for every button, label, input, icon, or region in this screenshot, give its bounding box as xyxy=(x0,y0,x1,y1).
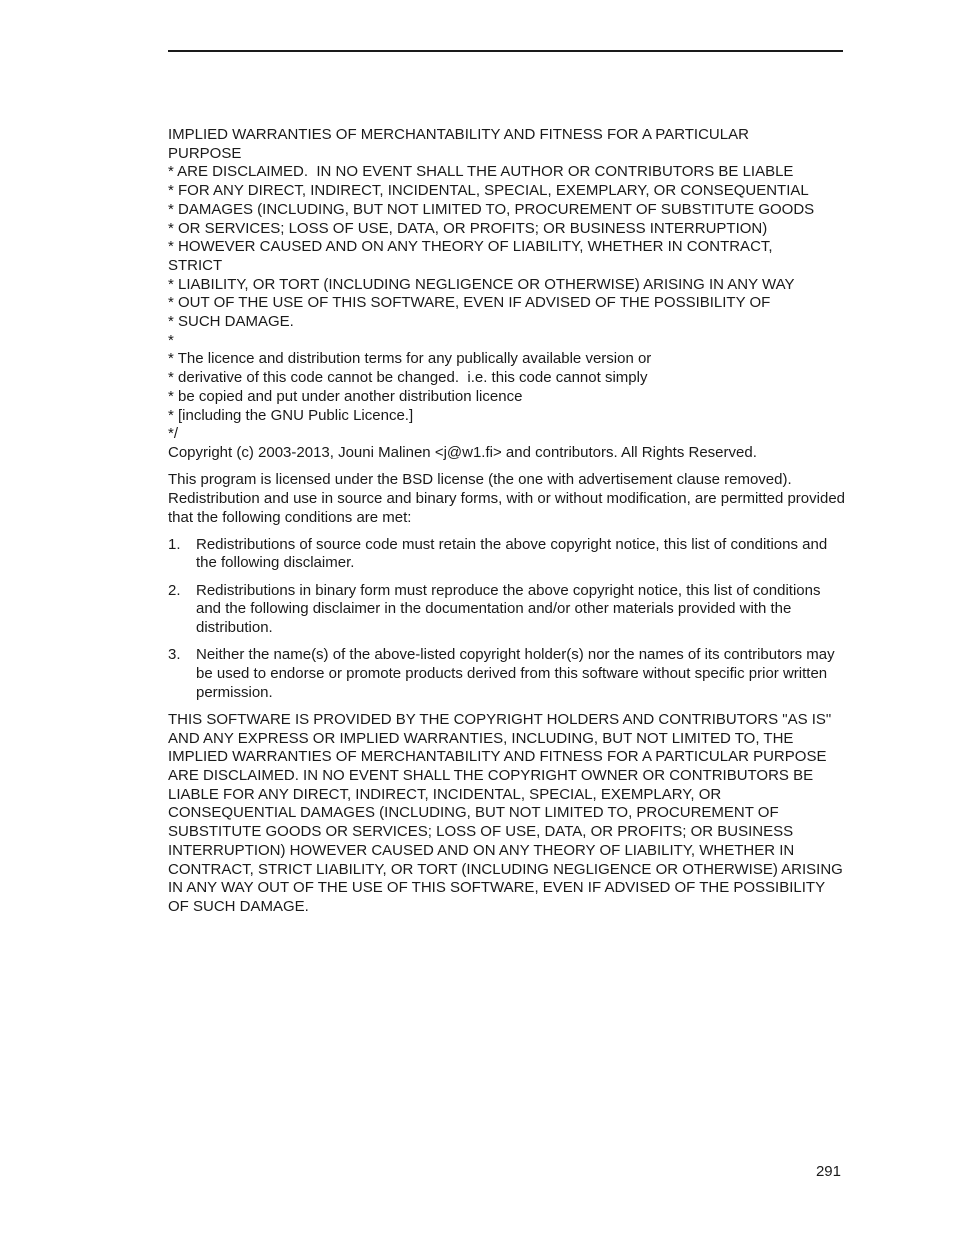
code-line: * derivative of this code cannot be changed. i.e. this code cannot simply xyxy=(168,369,648,387)
list-item xyxy=(168,646,846,702)
list-item-text: Neither the name(s) of the above-listed copyright holder(s) nor the names of its contributors may be used to endorse or promote products derived from this software without specific prior written permission. xyxy=(196,646,835,701)
code-line: * LIABILITY, OR TORT (INCLUDING NEGLIGENCE OR OTHERWISE) ARISING IN ANY WAY xyxy=(168,275,795,293)
code-line: * [including the GNU Public Licence.] xyxy=(168,406,414,424)
code-line: */ xyxy=(168,425,179,443)
page-content xyxy=(168,126,846,925)
code-line: * be copied and put under another distribution licence xyxy=(168,387,523,405)
header-rule xyxy=(168,50,843,52)
list-item xyxy=(168,536,846,573)
list-item xyxy=(168,582,846,638)
code-line: * The licence and distribution terms for any publically available version or xyxy=(168,350,652,368)
list-item-text: Redistributions in binary form must reproduce the above copyright notice, this list of conditions and the following disclaimer in the documentation and/or other materials provided with the distribution. xyxy=(196,581,821,637)
code-line: * OR SERVICES; LOSS OF USE, DATA, OR PROFITS; OR BUSINESS INTERRUPTION) xyxy=(168,219,768,237)
code-line: * FOR ANY DIRECT, INDIRECT, INCIDENTAL, SPECIAL, EXEMPLARY, OR CONSEQUENTIAL xyxy=(168,182,809,200)
license-intro: This program is licensed under the BSD license (the one with advertisement clause removed). Redistribution and use in source and binary forms, with or without modification, are permitted provided that the following conditions are met: xyxy=(168,471,846,526)
code-line: * xyxy=(168,331,174,349)
code-line: * OUT OF THE USE OF THIS SOFTWARE, EVEN IF ADVISED OF THE POSSIBILITY OF xyxy=(168,294,771,312)
copyright-notice: Copyright (c) 2003-2013, Jouni Malinen <j@w1.fi> and contributors. All Rights Reserved. xyxy=(168,443,757,461)
code-line: * HOWEVER CAUSED AND ON ANY THEORY OF LIABILITY, WHETHER IN CONTRACT, xyxy=(168,238,773,256)
code-line: * ARE DISCLAIMED. IN NO EVENT SHALL THE AUTHOR OR CONTRIBUTORS BE LIABLE xyxy=(168,163,794,181)
license-code-block xyxy=(168,126,846,444)
code-line: * SUCH DAMAGE. xyxy=(168,313,294,331)
list-item-text: Redistributions of source code must retain the above copyright notice, this list of conditions and the following disclaimer. xyxy=(196,535,828,572)
license-conditions-list xyxy=(168,536,846,703)
warranty-disclaimer: THIS SOFTWARE IS PROVIDED BY THE COPYRIGHT HOLDERS AND CONTRIBUTORS "AS IS" AND ANY EXPRESS OR IMPLIED WARRANTIES, INCLUDING, BUT NOT LIMITED TO, THE IMPLIED WARRANTIES OF MERCHANTABILITY AND FITNESS FOR A PARTICULAR PURPOSE ARE DISCLAIMED. IN NO EVENT SHALL THE COPYRIGHT OWNER OR CONTRIBUTORS BE LIABLE FOR ANY DIRECT, INDIRECT, INCIDENTAL, SPECIAL, EXEMPLARY, OR CONSEQUENTIAL DAMAGES (INCLUDING, BUT NOT LIMITED TO, PROCUREMENT OF SUBSTITUTE GOODS OR SERVICES; LOSS OF USE, DATA, OR PROFITS; OR BUSINESS INTERRUPTION) HOWEVER CAUSED AND ON ANY THEORY OF LIABILITY, WHETHER IN CONTRACT, STRICT LIABILITY, OR TORT (INCLUDING NEGLIGENCE OR OTHERWISE) ARISING IN ANY WAY OUT OF THE USE OF THIS SOFTWARE, EVEN IF ADVISED OF THE POSSIBILITY OF SUCH DAMAGE. xyxy=(168,710,843,915)
list-item-number: 3. xyxy=(168,646,181,664)
code-line: IMPLIED WARRANTIES OF MERCHANTABILITY AND FITNESS FOR A PARTICULAR xyxy=(168,126,749,143)
list-item-number: 1. xyxy=(168,535,181,553)
page-number: 291 xyxy=(815,1163,841,1180)
code-line: STRICT xyxy=(168,256,223,274)
list-item-number: 2. xyxy=(168,581,181,599)
code-line: * DAMAGES (INCLUDING, BUT NOT LIMITED TO, PROCUREMENT OF SUBSTITUTE GOODS xyxy=(168,200,815,218)
code-line: PURPOSE xyxy=(168,144,242,162)
